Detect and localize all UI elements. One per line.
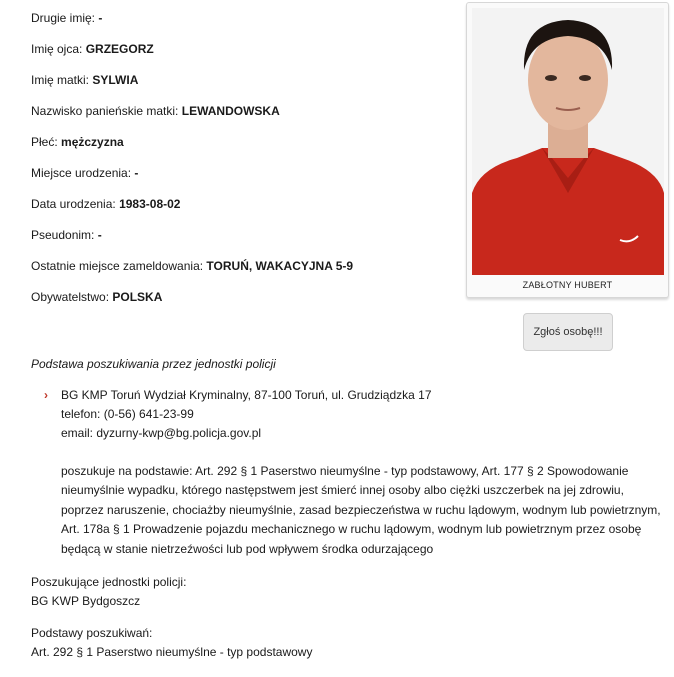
field-value: LEWANDOWSKA: [181, 104, 280, 118]
field-birth-date: [31, 196, 451, 227]
unit-email: email: dyzurny-kwp@bg.policja.gov.pl: [61, 426, 262, 440]
field-value: mężczyzna: [61, 135, 124, 149]
field-value: -: [98, 11, 103, 25]
field-middle-name: [31, 10, 451, 41]
field-label: Płeć:: [31, 135, 58, 149]
list-item: [44, 386, 668, 559]
field-value: -: [97, 228, 102, 242]
field-label: Drugie imię:: [31, 11, 96, 25]
photo-card: [466, 2, 669, 298]
field-label: Obywatelstwo:: [31, 290, 110, 304]
field-value: 1983-08-02: [119, 197, 181, 211]
section-label: Podstawy poszukiwań:: [31, 626, 153, 640]
unit-phone: telefon: (0-56) 641-23-99: [61, 407, 194, 421]
field-nickname: [31, 227, 451, 258]
field-value: TORUŃ, WAKACYJNA 5-9: [206, 259, 354, 273]
field-mother-maiden-name: [31, 103, 451, 134]
police-unit-list: [44, 386, 668, 559]
wanted-bases-section: [31, 624, 312, 662]
chevron-right-icon: ›: [44, 388, 48, 402]
field-value: GRZEGORZ: [85, 42, 154, 56]
field-last-residence: [31, 258, 451, 289]
field-label: Miejsce urodzenia:: [31, 166, 132, 180]
photo-caption: ZABŁOTNY HUBERT: [522, 280, 613, 290]
field-value: SYLWIA: [92, 73, 139, 87]
report-person-button[interactable]: Zgłoś osobę!!!: [523, 313, 613, 351]
unit-wanted-basis: poszukuje na podstawie: Art. 292 § 1 Paserstwo nieumyślne - typ podstawowy, Art. 177 § 2 Spowodowanie nieumyślnie wypadku, którego następstwem jest śmierć innej osoby albo ciężki uszczerbek na jej zdrowiu, poprzez naruszenie, chociażby nieumyślnie, zasad bezpieczeństwa w ruchu lądowym, wodnym lub powietrznym, Art. 178a § 1 Prowadzenie pojazdu mechanicznego w ruchu lądowym, wodnym lub powietrznym przez osobę będącą w stanie nietrzeźwości lub pod wpływem środka odurzającego: [61, 464, 661, 556]
searching-units-section: [31, 573, 186, 611]
field-label: Data urodzenia:: [31, 197, 116, 211]
field-label: Ostatnie miejsce zameldowania:: [31, 259, 204, 273]
field-label: Imię matki:: [31, 73, 90, 87]
field-value: -: [134, 166, 139, 180]
field-label: Pseudonim:: [31, 228, 95, 242]
section-label: Poszukujące jednostki policji:: [31, 575, 187, 589]
field-birth-place: [31, 165, 451, 196]
field-sex: [31, 134, 451, 165]
person-photo[interactable]: [472, 8, 664, 275]
field-label: Imię ojca:: [31, 42, 83, 56]
section-value: Art. 292 § 1 Paserstwo nieumyślne - typ podstawowy: [31, 645, 313, 659]
field-label: Nazwisko panieńskie matki:: [31, 104, 179, 118]
section-value: BG KWP Bydgoszcz: [31, 594, 141, 608]
personal-details: [31, 10, 451, 320]
field-citizenship: [31, 289, 451, 320]
unit-name: BG KMP Toruń Wydział Kryminalny, 87-100 Toruń, ul. Grudziądzka 17: [61, 388, 432, 402]
field-father-name: [31, 41, 451, 72]
field-mother-name: [31, 72, 451, 103]
portrait-illustration: [472, 8, 664, 275]
basis-title: Podstawa poszukiwania przez jednostki policji: [31, 357, 276, 371]
field-value: POLSKA: [112, 290, 163, 304]
